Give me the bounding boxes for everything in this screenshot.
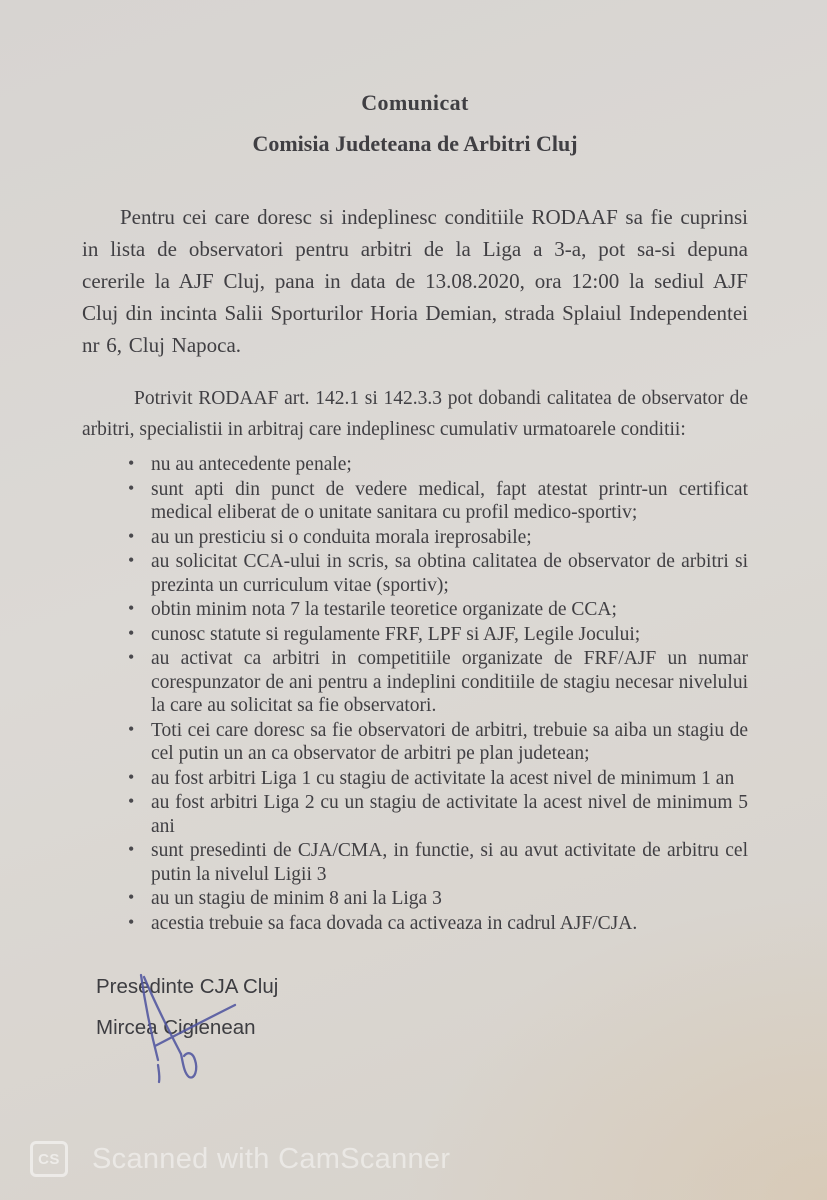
regulation-paragraph: Potrivit RODAAF art. 142.1 si 142.3.3 pot dobandi calitatea de observator de arbitri, specialistii in arbitraj care indeplinesc cumulativ urmatoarele conditii:	[82, 388, 748, 440]
list-item: • cunosc statute si regulamente FRF, LPF si AJF, Legile Jocului;	[125, 623, 748, 647]
list-item: • au un stagiu de minim 8 ani la Liga 3	[125, 887, 748, 911]
list-item: • sunt apti din punct de vedere medical, fapt atestat printr-un certificat medical eliberat de o unitate sanitara cu profil medico-sportiv;	[125, 478, 748, 525]
list-item: • au un presticiu si o conduita morala ireprosabile;	[125, 526, 748, 550]
list-item: • au solicitat CCA-ului in scris, sa obtina calitatea de observator de arbitri si prezinta un curriculum vitae (sportiv);	[125, 550, 748, 597]
list-item: • au activat ca arbitri in competitiile organizate de FRF/AJF un numar corespunzator de ani pentru a indeplini conditiile de stagiu necesar nivelului la care au solicitat sa fie observatori.	[125, 647, 748, 718]
list-item: • acestia trebuie sa faca dovada ca activeaza in cadrul AJF/CJA.	[125, 912, 748, 936]
document-subtitle: Comisia Judeteana de Arbitri Cluj	[252, 131, 578, 156]
watermark-label: Scanned with CamScanner	[92, 1142, 451, 1175]
list-item: • sunt presedinti de CJA/CMA, in functie, si au avut activitate de arbitru cel putin la nivelul Ligii 3	[125, 839, 748, 886]
camscanner-watermark	[0, 1134, 827, 1184]
signature-block	[96, 975, 748, 1040]
list-item: • obtin minim nota 7 la testarile teoretice organizate de CCA;	[125, 598, 748, 622]
list-item: • nu au antecedente penale;	[125, 453, 748, 477]
signature-name: Mircea Ciglenean	[96, 1016, 256, 1039]
conditions-list	[125, 453, 748, 935]
list-item: • au fost arbitri Liga 2 cu un stagiu de activitate la acest nivel de minimum 5 ani	[125, 791, 748, 838]
camscanner-logo-icon: CS	[30, 1141, 68, 1177]
signature-role: Presedinte CJA Cluj	[96, 975, 279, 998]
intro-paragraph: Pentru cei care doresc si indeplinesc conditiile RODAAF sa fie cuprinsi in lista de observatori pentru arbitri de la Liga a 3-a, pot sa-si depuna cererile la AJF Cluj, pana in data de 13.08.2020, ora 12:00 la sediul AJF Cluj din incinta Salii Sporturilor Horia Demian, strada Splaiul Independentei nr 6, Cluj Napoca.	[82, 205, 748, 357]
list-item: • au fost arbitri Liga 1 cu stagiu de activitate la acest nivel de minimum 1 an	[125, 767, 748, 791]
document-title: Comunicat	[361, 90, 469, 115]
list-item: • Toti cei care doresc sa fie observatori de arbitri, trebuie sa aiba un stagiu de cel putin un an ca observator de arbitri pe plan judetean;	[125, 719, 748, 766]
